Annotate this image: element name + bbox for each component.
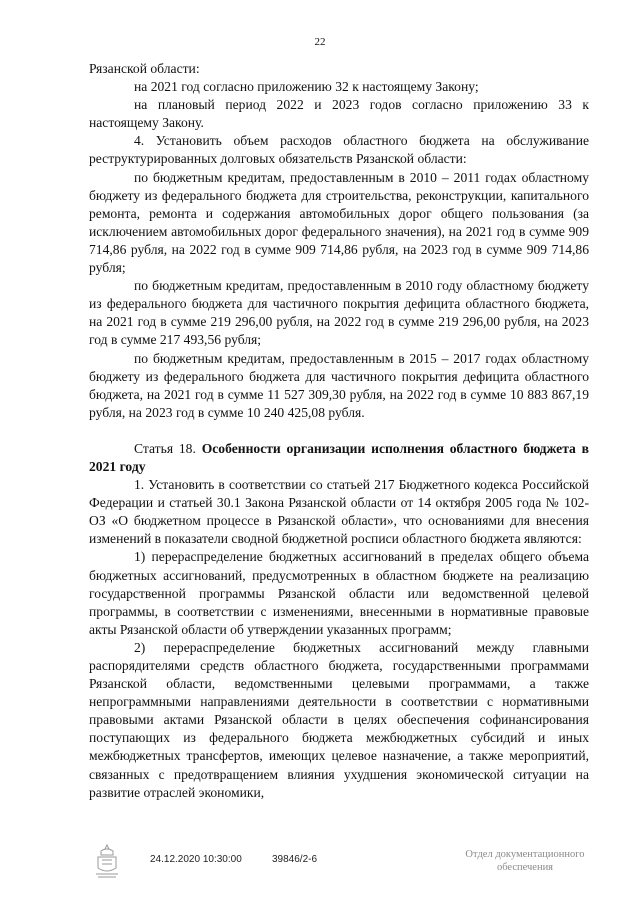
footer-date: 24.12.2020 10:30:00 — [150, 854, 242, 865]
paragraph-credits-2010-2011: по бюджетным кредитам, предоставленным в 2010 – 2011 годах областному бюджету из федерального бюджета для строительства, реконструкции, капитального ремонта, ремонта и содержания автомобильных дорог общего пользования (за исключением автомобильных дорог федерального значения), на 2021 год в сумме 909 714,86 рубля, на 2022 год в сумме 909 714,86 рубля, на 2023 год в сумме 909 714,86 рубля; — [89, 169, 589, 276]
paragraph-planned-period: на плановый период 2022 и 2023 годов согласно приложению 33 к настоящему Закону. — [89, 97, 589, 131]
paragraph-region: Рязанской области: — [89, 61, 200, 76]
article-title: Особенности организации исполнения областного бюджета в 2021 году — [89, 440, 589, 474]
paragraph-subitem-2: 2) перераспределение бюджетных ассигнований между главными распорядителями средств областного бюджета, государственными программами Рязанской области, ведомственными целевыми программами, а также непрограммными направлениями деятельности в соответствии с нормативными правовыми актами Рязанской области в целях обеспечения софинансирования поступающих из федерального бюджета межбюджетных субсидий и иных межбюджетных трансфертов, имеющих целевое назначение, а также мероприятий, связанных с предотвращением влияния ухудшения экономической ситуации на развитие отраслей экономики, — [89, 639, 589, 800]
stamp-line-2: обеспечения — [496, 862, 554, 873]
stamp-line-1: Отдел документационного — [465, 849, 585, 860]
emblem-icon — [92, 842, 122, 880]
paragraph-credits-2015-2017: по бюджетным кредитам, предоставленным в 2015 – 2017 годах областному бюджету из федерального бюджета для частичного покрытия дефицита областного бюджета, на 2021 год в сумме 11 527 309,30 рубля, на 2022 год в сумме 10 883 867,19 рубля, на 2023 год в сумме 10 240 425,08 рубля. — [89, 350, 589, 420]
paragraph-credits-2010: по бюджетным кредитам, предоставленным в 2010 году областному бюджету из федерального бюджета для частичного покрытия дефицита областного бюджета, на 2021 год в сумме 219 296,00 рубля, на 2022 год в сумме 219 296,00 рубля, на 2023 год в сумме 217 493,56 рубля; — [89, 278, 589, 348]
article-number: Статья 18. — [134, 440, 202, 456]
paragraph-2021-appendix: на 2021 год согласно приложению 32 к настоящему Закону; — [134, 79, 479, 95]
spacer — [89, 422, 589, 440]
footer-registration-number: 39846/2-6 — [272, 854, 318, 865]
paragraph-item-4: 4. Установить объем расходов областного бюджета на обслуживание реструктурированных долговых обязательств Рязанской области: — [89, 133, 589, 167]
paragraph-item-1: 1. Установить в соответствии со статьей 217 Бюджетного кодекса Российской Федерации и статьей 30.1 Закона Рязанской области от 14 октября 2005 года № 102-ОЗ «О бюджетном процессе в Рязанской области», что основаниями для внесения изменений в показатели сводной бюджетной росписи областного бюджета являются: — [89, 477, 589, 547]
page-number: 22 — [314, 36, 326, 48]
page-footer — [0, 842, 640, 892]
paragraph-subitem-1: 1) перераспределение бюджетных ассигнований в пределах общего объема бюджетных ассигнований, предусмотренных в областном бюджете на реализацию государственной программы Рязанской области или ведомственной целевой программы, в соответствии с изменениями, внесенными в нормативные правовые акты Рязанской области об утверждении указанных программ; — [89, 549, 589, 637]
article-heading — [89, 440, 589, 476]
document-body — [89, 60, 589, 802]
department-stamp — [455, 848, 595, 874]
